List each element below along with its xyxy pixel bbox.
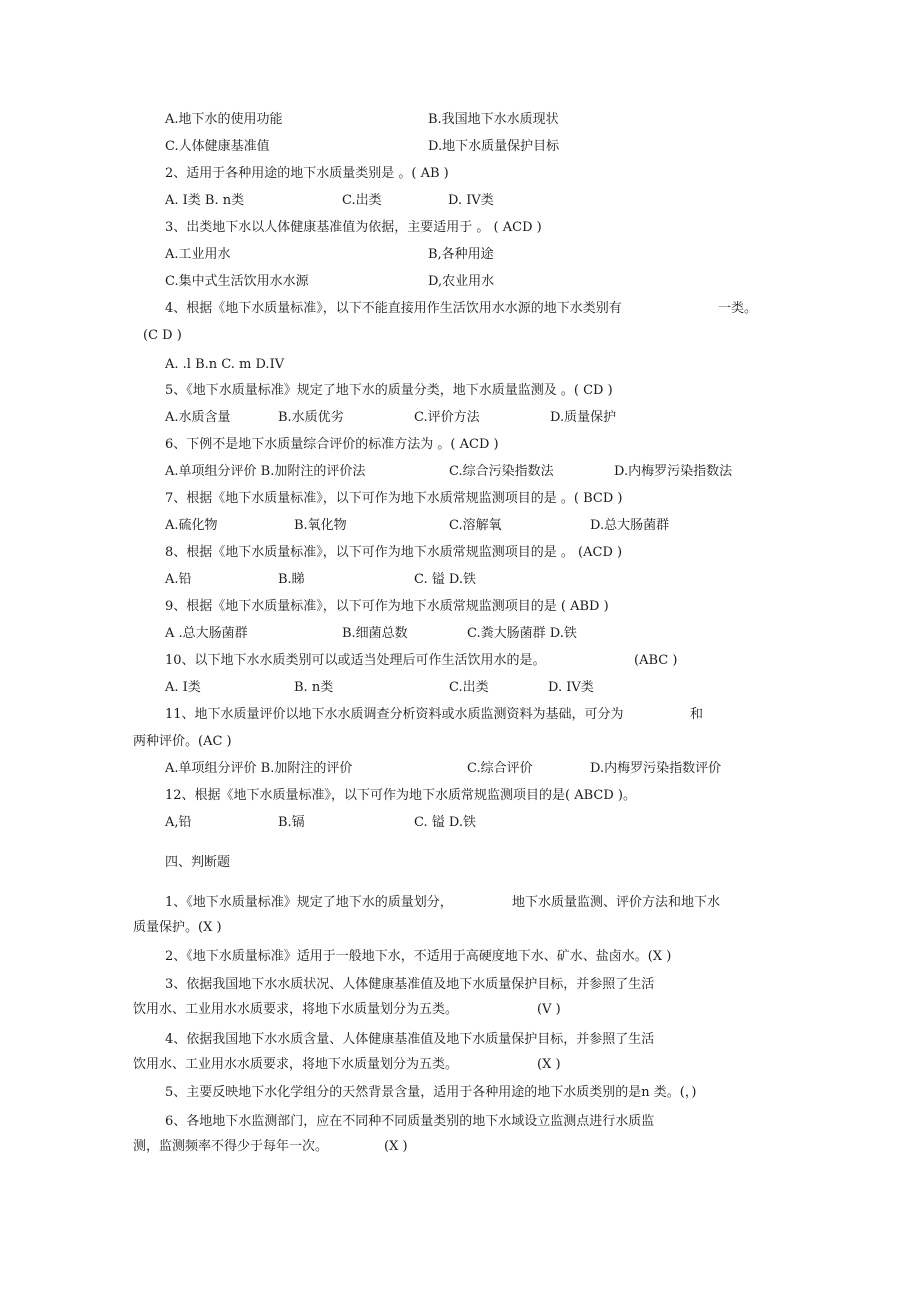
option: D,农业用水 xyxy=(428,274,495,289)
question-answer: (ABC ) xyxy=(634,653,678,668)
question-2: 2、适用于各种用途的地下水质量类别是 。( AB ) xyxy=(165,166,449,181)
option: D. IV类 xyxy=(548,680,594,695)
option: D. IV类 xyxy=(448,193,494,208)
option: A .总大肠菌群 xyxy=(165,626,248,641)
question-8: 8、根据《地下水质量标准》，以下可作为地下水质常规监测项目的是 。 (ACD ) xyxy=(165,545,623,560)
question-3: 3、岀类地下水以人体健康基准值为依据，主要适用于 。 ( ACD ) xyxy=(165,220,542,235)
option: B.氧化物 xyxy=(294,518,347,533)
option: B.镉 xyxy=(278,815,305,830)
tf-answer: (X ) xyxy=(537,1057,561,1072)
question-text: 11、地下水质量评价以地下水水质调查分析资料或水质监测资料为基础，可分为 xyxy=(165,707,624,722)
option: B. n类 xyxy=(294,680,334,695)
tf-3: 3、依据我国地下水水质状况、人体健康基准值及地下水质量保护目标，并参照了生活 xyxy=(165,977,655,992)
tf-1-line2: 质量保护。(X ) xyxy=(133,920,222,935)
question-9: 9、根据《地下水质量标准》，以下可作为地下水质常规监测项目的是 ( ABD ) xyxy=(165,599,609,614)
option: B.睇 xyxy=(278,572,305,587)
option: C.岀类 xyxy=(449,680,489,695)
option: C.评价方法 xyxy=(414,410,480,425)
option: B.水质优劣 xyxy=(278,410,344,425)
option: C. 镒 D.铁 xyxy=(414,572,476,587)
question-text: 4、根据《地下水质量标准》，以下不能直接用作生活饮用水水源的地下水类别有 xyxy=(165,301,622,316)
option: C.粪大肠菌群 D.铁 xyxy=(467,626,577,641)
option: D.内梅罗污染指数评价 xyxy=(590,761,722,776)
option: C. 镒 D.铁 xyxy=(414,815,476,830)
tf-5: 5、主要反映地下水化学组分的天然背景含量，适用于各种用途的地下水质类别的是n 类。(，) xyxy=(165,1085,697,1100)
tf-text: 饮用水、工业用水水质要求，将地下水质量划分为五类。 xyxy=(133,1057,459,1072)
question-4-options: A. .l B.n C. m D.IV xyxy=(165,357,285,372)
question-11-cont: 两种评价。(AC ) xyxy=(133,734,232,749)
tf-4: 4、依据我国地下水水质含量、人体健康基准值及地下水质量保护目标，并参照了生活 xyxy=(165,1032,655,1047)
tf-2: 2、《地下水质量标准》适用于一般地下水，不适用于高硬度地下水、矿水、盐卤水。(X ) xyxy=(165,949,672,964)
tf-text: 饮用水、工业用水水质要求，将地下水质量划分为五类。 xyxy=(133,1002,459,1017)
tf-answer: (V ) xyxy=(537,1002,561,1017)
question-4-answer: (C D ) xyxy=(143,328,182,343)
question-12: 12、根据《地下水质量标准》，以下可作为地下水质常规监测项目的是( ABCD )。 xyxy=(165,788,637,803)
question-mid: 和 xyxy=(690,707,704,722)
option: A. I类 B. n类 xyxy=(165,193,245,208)
option-d: D.地下水质量保护目标 xyxy=(428,139,560,154)
option-b: B.我国地下水水质现状 xyxy=(428,112,559,127)
option: C.集中式生活饮用水水源 xyxy=(165,274,309,289)
option: D.质量保护 xyxy=(550,410,617,425)
tf-text: 测，监测频率不得少于每年一次。 xyxy=(133,1139,329,1154)
option-c: C.人体健康基准值 xyxy=(165,139,270,154)
option: A.工业用水 xyxy=(165,247,231,262)
section-title: 四、判断题 xyxy=(165,855,231,870)
option: A,铅 xyxy=(165,815,192,830)
tf-answer: (X ) xyxy=(384,1139,408,1154)
option: C.溶解氧 xyxy=(449,518,502,533)
option: B,各种用途 xyxy=(428,247,494,262)
question-5: 5、《地下水质量标准》规定了地下水的质量分类，地下水质量监测及 。( CD ) xyxy=(165,383,613,398)
question-text: 10、以下地下水水质类别可以或适当处理后可作生活饮用水的是。 xyxy=(165,653,546,668)
tf-6: 6、各地地下水监测部门，应在不同种不同质量类别的地下水域设立监测点进行水质监 xyxy=(165,1114,655,1129)
option: D.总大肠菌群 xyxy=(590,518,670,533)
option: C.综合评价 xyxy=(467,761,533,776)
option: D.内梅罗污染指数法 xyxy=(614,464,733,479)
option: C.岀类 xyxy=(342,193,382,208)
option: A.单项组分评价 B.加附注的评价 xyxy=(165,761,353,776)
tf-text-tail: 地下水质量监测、评价方法和地下水 xyxy=(512,895,721,910)
option: B.细菌总数 xyxy=(342,626,408,641)
tf-text: 1、《地下水质量标准》规定了地下水的质量划分， xyxy=(165,895,453,910)
option: A.水质含量 xyxy=(165,410,231,425)
option: A.铅 xyxy=(165,572,192,587)
option: A.单项组分评价 B.加附注的评价法 xyxy=(165,464,366,479)
question-tail: 一类。 xyxy=(718,301,758,316)
option: A. I类 xyxy=(165,680,201,695)
question-6: 6、下例不是地下水质量综合评价的标准方法为 。( ACD ) xyxy=(165,437,499,452)
option-a: A.地下水的使用功能 xyxy=(165,112,283,127)
question-7: 7、根据《地下水质量标准》，以下可作为地下水质常规监测项目的是 。( BCD ) xyxy=(165,491,623,506)
option: A.硫化物 xyxy=(165,518,218,533)
option: C.综合污染指数法 xyxy=(449,464,554,479)
